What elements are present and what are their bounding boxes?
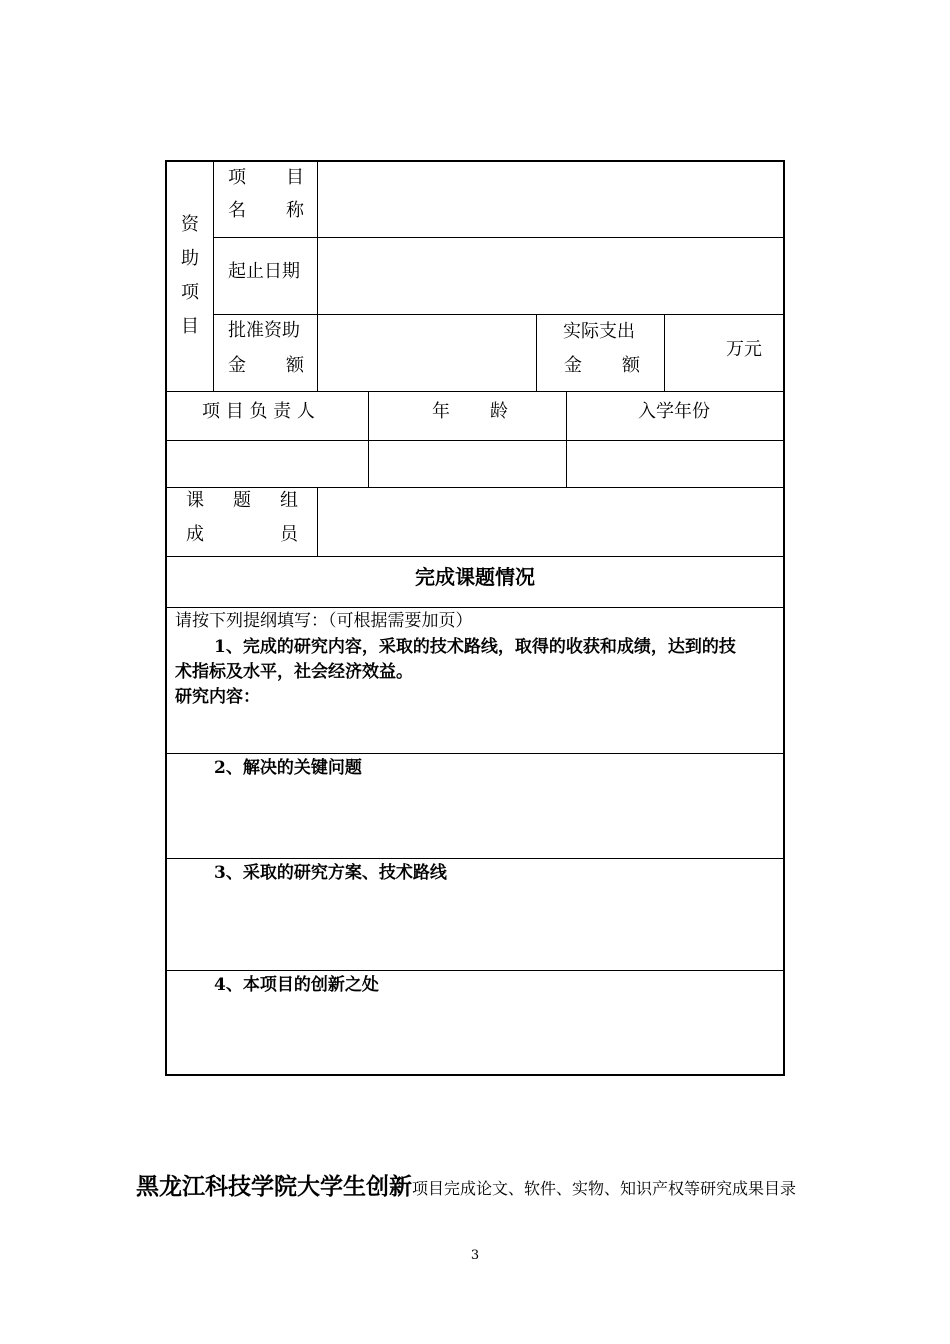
item-1-continuation: 术指标及水平，社会经济效益。 [175, 662, 413, 682]
grid-line [317, 161, 318, 392]
grid-line [317, 487, 318, 557]
team-label-line1 [186, 491, 298, 511]
label-char: 额 [622, 355, 640, 376]
label-char: 称 [286, 200, 304, 221]
label-char: 成 [186, 524, 204, 545]
side-char: 项 [181, 282, 199, 303]
enroll-year-value[interactable] [570, 445, 780, 483]
side-char: 助 [181, 248, 199, 269]
instruction-text: 请按下列提纲填写：（可根据需要加页） [175, 611, 473, 631]
approved-amount-value[interactable] [320, 320, 530, 386]
grid-line [166, 970, 784, 971]
grid-line [166, 753, 784, 754]
item-4-text: 4、本项目的创新之处 [214, 975, 379, 995]
approved-amount-label: 批准资助 [228, 320, 300, 341]
grid-line [166, 607, 784, 608]
grid-line [664, 314, 665, 392]
team-label-line2 [186, 525, 298, 545]
project-name-value[interactable] [320, 168, 780, 234]
team-members-value[interactable] [320, 492, 780, 552]
completion-heading: 完成课题情况 [415, 565, 535, 589]
actual-expense-label: 实际支出 [563, 321, 635, 342]
project-name-label-line2 [228, 201, 304, 221]
age-value[interactable] [372, 445, 562, 483]
label-char: 项 [228, 167, 246, 188]
label-char: 员 [280, 524, 298, 545]
leader-label: 项 目 负 责 人 [202, 401, 315, 422]
grid-line [166, 858, 784, 859]
item-2-text: 2、解决的关键问题 [214, 758, 362, 778]
label-char: 组 [280, 490, 298, 511]
page-number: 3 [470, 1248, 480, 1263]
grid-line [213, 161, 214, 392]
label-char: 龄 [490, 401, 508, 422]
research-content-label: 研究内容： [175, 687, 260, 707]
footer-title-big: 黑龙江科技学院大学生创新 [136, 1174, 412, 1200]
item-1-text: 1、完成的研究内容，采取的技术路线，取得的收获和成绩，达到的技 [214, 637, 736, 657]
funding-side-label [180, 208, 200, 344]
actual-expense-label-line2 [564, 356, 640, 376]
amount-unit: 万元 [726, 339, 762, 360]
approved-amount-label-line2 [228, 356, 304, 376]
side-char: 目 [181, 316, 199, 337]
leader-value[interactable] [170, 445, 365, 483]
grid-line [166, 391, 784, 392]
label-char: 题 [233, 490, 251, 511]
grid-line [213, 314, 784, 315]
footer-title-small: 项目完成论文、软件、实物、知识产权等研究成果目录 [412, 1179, 797, 1198]
label-char: 金 [228, 355, 246, 376]
label-char: 目 [286, 167, 304, 188]
project-name-label-line1 [228, 168, 304, 188]
label-char: 课 [186, 490, 204, 511]
item-3-text: 3、采取的研究方案、技术路线 [214, 863, 447, 883]
grid-line [166, 487, 784, 488]
grid-line [213, 237, 784, 238]
side-char: 资 [181, 214, 199, 235]
grid-line [166, 556, 784, 557]
label-char: 名 [228, 200, 246, 221]
age-label [432, 402, 508, 422]
grid-line [536, 314, 537, 392]
label-char: 年 [432, 401, 450, 422]
label-char: 金 [564, 355, 582, 376]
enroll-year-label: 入学年份 [638, 401, 710, 422]
label-char: 额 [286, 355, 304, 376]
date-label: 起止日期 [228, 261, 300, 282]
date-value[interactable] [320, 245, 780, 311]
grid-line [166, 440, 784, 441]
footer-title [136, 1168, 796, 1201]
